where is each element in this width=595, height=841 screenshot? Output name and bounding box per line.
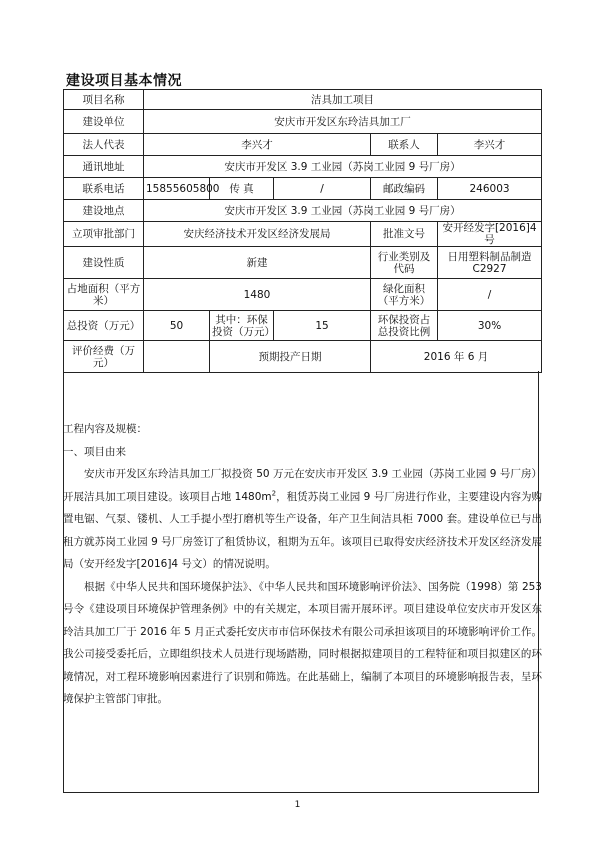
start-date-value: 2016 年 6 月: [371, 341, 542, 373]
env-invest-value: 15: [274, 311, 371, 341]
section-title: 一、项目由来: [63, 445, 126, 458]
start-date-label: 预期投产日期: [210, 341, 371, 373]
phone-label: 联系电话: [64, 178, 144, 200]
legal-rep-value: 李兴才: [144, 134, 371, 156]
phone-value: 15855605800: [144, 178, 210, 200]
project-name-value: 洁具加工项目: [144, 90, 542, 110]
paragraph-text: ，租赁苏岗工业园 9 号厂房进行作业，主要建设内容为购置电锯、气泵、镂机、人工手提小型打磨机等生产设备，年产卫生间洁具柜 7000 套。建设单位已与出租方就苏岗工业园 9 号厂房签订了租赁协议，租期为五年。该项目已取得安庆经济技术开发区经济发展局（安开经发字[2016]4 号文）的情况说明。: [63, 490, 542, 570]
fax-value: /: [274, 178, 371, 200]
fax-label: 传 真: [210, 178, 274, 200]
builder-value: 安庆市开发区东玲洁具加工厂: [144, 110, 542, 134]
eval-fee-value: [144, 341, 210, 373]
area-value: 1480: [144, 279, 371, 311]
legal-rep-label: 法人代表: [64, 134, 144, 156]
table-row: [64, 178, 542, 200]
table-row: [64, 90, 542, 110]
paragraph-project-origin: [63, 463, 542, 576]
site-label: 建设地点: [64, 200, 144, 222]
nature-label: 建设性质: [64, 247, 144, 279]
area-label: 占地面积（平方米）: [64, 279, 144, 311]
green-label: 绿化面积（平方米）: [371, 279, 438, 311]
address-label: 通讯地址: [64, 156, 144, 178]
postcode-label: 邮政编码: [371, 178, 438, 200]
industry-value: 日用塑料制品制造 C2927: [438, 247, 542, 279]
table-row: [64, 156, 542, 178]
env-ratio-value: 30%: [438, 311, 542, 341]
investment-value: 50: [144, 311, 210, 341]
content-section: [63, 418, 542, 711]
table-row: [64, 279, 542, 311]
contact-label: 联系人: [371, 134, 438, 156]
env-ratio-label: 环保投资占总投资比例: [371, 311, 438, 341]
postcode-value: 246003: [438, 178, 542, 200]
approval-no-value: 安开经发字[2016]4 号: [438, 222, 542, 247]
table-row: [64, 110, 542, 134]
page-number: 1: [294, 800, 301, 810]
nature-value: 新建: [144, 247, 371, 279]
green-value: /: [438, 279, 542, 311]
table-row: [64, 247, 542, 279]
env-invest-label: 其中：环保投资（万元）: [210, 311, 274, 341]
table-row: [64, 134, 542, 156]
table-row: [64, 311, 542, 341]
industry-label: 行业类别及代码: [371, 247, 438, 279]
address-value: 安庆市开发区 3.9 工业园（苏岗工业园 9 号厂房）: [144, 156, 542, 178]
eval-fee-label: 评价经费（万元）: [64, 341, 144, 373]
paragraph-text: 安庆市开发区东玲洁具加工厂拟投资 50 万元在安庆市开发区 3.9 工业园（苏岗工业园 9 号厂房）开展洁具加工项目建设。该项目占地 1480m: [63, 468, 542, 503]
page-title: 建设项目基本情况: [66, 73, 182, 89]
builder-label: 建设单位: [64, 110, 144, 134]
scope-title: 工程内容及规模：: [63, 423, 147, 435]
table-row: [64, 341, 542, 373]
contact-value: 李兴才: [438, 134, 542, 156]
paragraph-legal-basis: 根据《中华人民共和国环境保护法》、《中华人民共和国环境影响评价法》、国务院（1998）第 253 号令《建设项目环境保护管理条例》中的有关规定，本项目需开展环评。项目建设单位安庆市开发区东玲洁具加工厂于 2016 年 5 月正式委托安庆市市信环保技术有限公司承担该项目的环境影响评价工作。我公司接受委托后，立即组织技术人员进行现场踏勘，同时根据拟建项目的工程特征和项目拟建区的环境情况，对工程环境影响因素进行了识别和筛选。在此基础上，编制了本项目的环境影响报告表，呈环境保护主管部门审批。: [63, 580, 542, 705]
table-row: [64, 222, 542, 247]
approval-no-label: 批准文号: [371, 222, 438, 247]
basic-info-table: [63, 89, 542, 373]
table-row: [64, 200, 542, 222]
area-unit-superscript: 2: [271, 489, 277, 497]
investment-label: 总投资（万元）: [64, 311, 144, 341]
project-name-label: 项目名称: [64, 90, 144, 110]
approval-dept-label: 立项审批部门: [64, 222, 144, 247]
site-value: 安庆市开发区 3.9 工业园（苏岗工业园 9 号厂房）: [144, 200, 542, 222]
approval-dept-value: 安庆经济技术开发区经济发展局: [144, 222, 371, 247]
